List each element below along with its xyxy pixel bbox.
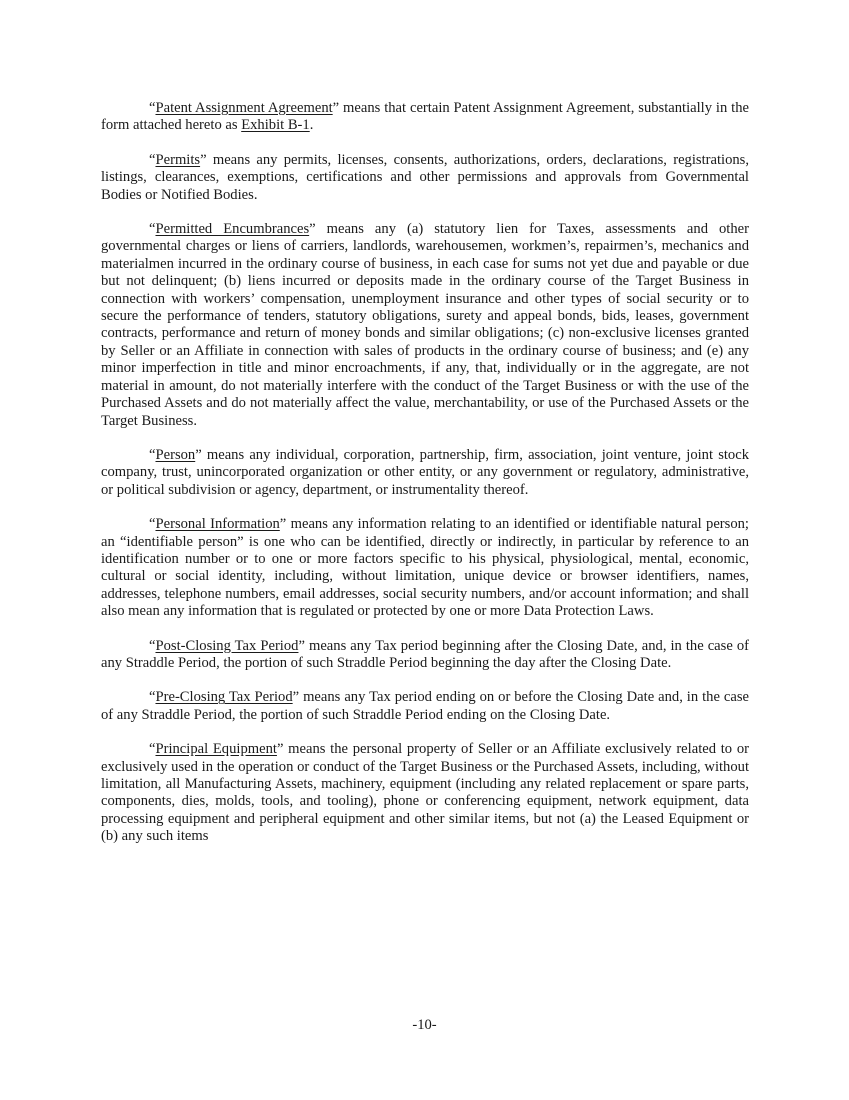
definition-personal-information: “Personal Information” means any information relating to an identified or identifiable natural person; an “identifiable person” is one who can be identified, directly or indirectly, in particular by reference to an identification number or to one or more factors specific to his physical, physiological, mental, economic, cultural or social identity, including, without limitation, unique device or browser identifiers, names, addresses, telephone numbers, email addresses, social security numbers, and/or account information; and shall also mean any information that is regulated or protected by one or more Data Protection Laws. xyxy=(101,516,749,620)
defined-term: Permits xyxy=(155,151,201,168)
definition-text: means any Tax period ending on or before the Closing Date and, in the case of any Straddle Period, the portion of such Straddle Period ending on the Closing Date. xyxy=(101,689,750,723)
definition-text: means any Tax period beginning after the Closing Date, and, in the case of any Straddle Period, the portion of such Straddle Period beginning the day after the Closing Date. xyxy=(101,637,749,671)
definition-post-closing-tax-period: “Post-Closing Tax Period” means any Tax period beginning after the Closing Date, and, in the case of any Straddle Period, the portion of such Straddle Period beginning the day after the Closing Date. xyxy=(101,637,749,671)
document-page xyxy=(101,100,749,863)
definition-person: “Person” means any individual, corporation, partnership, firm, association, joint venture, joint stock company, trust, unincorporated organization or other entity, or any government or regulatory, administrative, or political subdivision or agency, department, or instrumentality thereof. xyxy=(101,446,749,498)
defined-term: Post-Closing Tax Period xyxy=(155,637,299,654)
defined-term: Patent Assignment Agreement xyxy=(155,100,333,116)
definition-text: means any (a) statutory lien for Taxes, assessments and other governmental charges or liens of carriers, landlords, warehousemen, workmen’s, repairmen’s, mechanics and materialmen incurred in the ordinary course of business, in each case for sums not yet due and payable or due but not delinquent; (b) liens incurred or deposits made in the ordinary course of the Target Business in connection with workers’ compensation, unemployment insurance and other types of social security or to secure the performance of tenders, statutory obligations, surety and appeal bonds, bids, leases, government contracts, performance and return of money bonds and similar obligations; (c) non-exclusive licenses granted by Seller or an Affiliate in connection with sales of products in the ordinary course of business; and (e) any minor imperfection in title and minor encroachments, if any, that, individually or in the aggregate, are not material in amount, do not materially interfere with the conduct of the Target Business or with the use of the Purchased Assets and do not materially affect the value, merchantability, or use of the Purchased Assets or the Target Business. xyxy=(101,221,749,429)
page-number: -10- xyxy=(412,1017,437,1033)
defined-term: Personal Information xyxy=(155,516,280,533)
definition-permitted-encumbrances: “Permitted Encumbrances” means any (a) statutory lien for Taxes, assessments and other governmental charges or liens of carriers, landlords, warehousemen, workmen’s, repairmen’s, mechanics and materialmen incurred in the ordinary course of business, in each case for sums not yet due and payable or due but not delinquent; (b) liens incurred or deposits made in the ordinary course of the Target Business in connection with workers’ compensation, unemployment insurance and other types of social security or to secure the performance of tenders, statutory obligations, surety and appeal bonds, bids, leases, government contracts, performance and return of money bonds and similar obligations; (c) non-exclusive licenses granted by Seller or an Affiliate in connection with sales of products in the ordinary course of business; and (e) any minor imperfection in title and minor encroachments, if any, that, individually or in the aggregate, are not material in amount, do not materially interfere with the conduct of the Target Business or with the use of the Purchased Assets and do not materially affect the value, merchantability, or use of the Purchased Assets or the Target Business. xyxy=(101,221,749,429)
defined-term: Principal Equipment xyxy=(155,741,277,758)
definition-patent-assignment-agreement: “Patent Assignment Agreement” means that certain Patent Assignment Agreement, substantially in the form attached hereto as Exhibit B-1. xyxy=(101,100,749,134)
definition-principal-equipment: “Principal Equipment” means the personal property of Seller or an Affiliate exclusively related to or exclusively used in the operation or conduct of the Target Business or the Purchased Assets, including, without limitation, all Manufacturing Assets, machinery, equipment (including any related replacement or spare parts, components, dies, molds, tools, and tooling), phone or conferencing equipment, network equipment, data processing equipment and peripheral equipment and other similar items, but not (a) the Leased Equipment or (b) any such items xyxy=(101,741,749,845)
definition-text: means any information relating to an identified or identifiable natural person; an “identifiable person” is one who can be identified, directly or indirectly, in particular by reference to an identification number or to one or more factors specific to his physical, physiological, mental, economic, cultural or social identity, including, without limitation, unique device or browser identifiers, names, addresses, telephone numbers, email addresses, social security numbers, and/or account information; and shall also mean any information that is regulated or protected by one or more Data Protection Laws. xyxy=(101,516,749,620)
definition-text: means that certain Patent Assignment Agreement, substantially in the form attached hereto as xyxy=(101,100,749,134)
definition-text: means any individual, corporation, partnership, firm, association, joint venture, joint stock company, trust, unincorporated organization or other entity, or any government or regulatory, administrative, or political subdivision or agency, department, or instrumentality thereof. xyxy=(101,446,749,498)
definition-pre-closing-tax-period: “Pre-Closing Tax Period” means any Tax period ending on or before the Closing Date and, in the case of any Straddle Period, the portion of such Straddle Period ending on the Closing Date. xyxy=(101,689,750,723)
definition-permits: “Permits” means any permits, licenses, consents, authorizations, orders, declarations, registrations, listings, clearances, exemptions, certifications and other permissions and approvals from Governmental Bodies or Notified Bodies. xyxy=(101,151,749,203)
definition-text: means any permits, licenses, consents, authorizations, orders, declarations, registrations, listings, clearances, exemptions, certifications and other permissions and approvals from Governmental Bodies or Notified Bodies. xyxy=(101,151,749,203)
defined-term: Person xyxy=(155,446,196,463)
defined-term: Pre-Closing Tax Period xyxy=(155,689,293,706)
defined-term: Permitted Encumbrances xyxy=(155,221,310,238)
exhibit-reference: Exhibit B-1 xyxy=(241,117,310,134)
definition-text: means the personal property of Seller or an Affiliate exclusively related to or exclusively used in the operation or conduct of the Target Business or the Purchased Assets, including, without limitation, all Manufacturing Assets, machinery, equipment (including any related replacement or spare parts, components, dies, molds, tools, and tooling), phone or conferencing equipment, network equipment, data processing equipment and peripheral equipment and other similar items, but not (a) the Leased Equipment or (b) any such items xyxy=(101,741,749,845)
